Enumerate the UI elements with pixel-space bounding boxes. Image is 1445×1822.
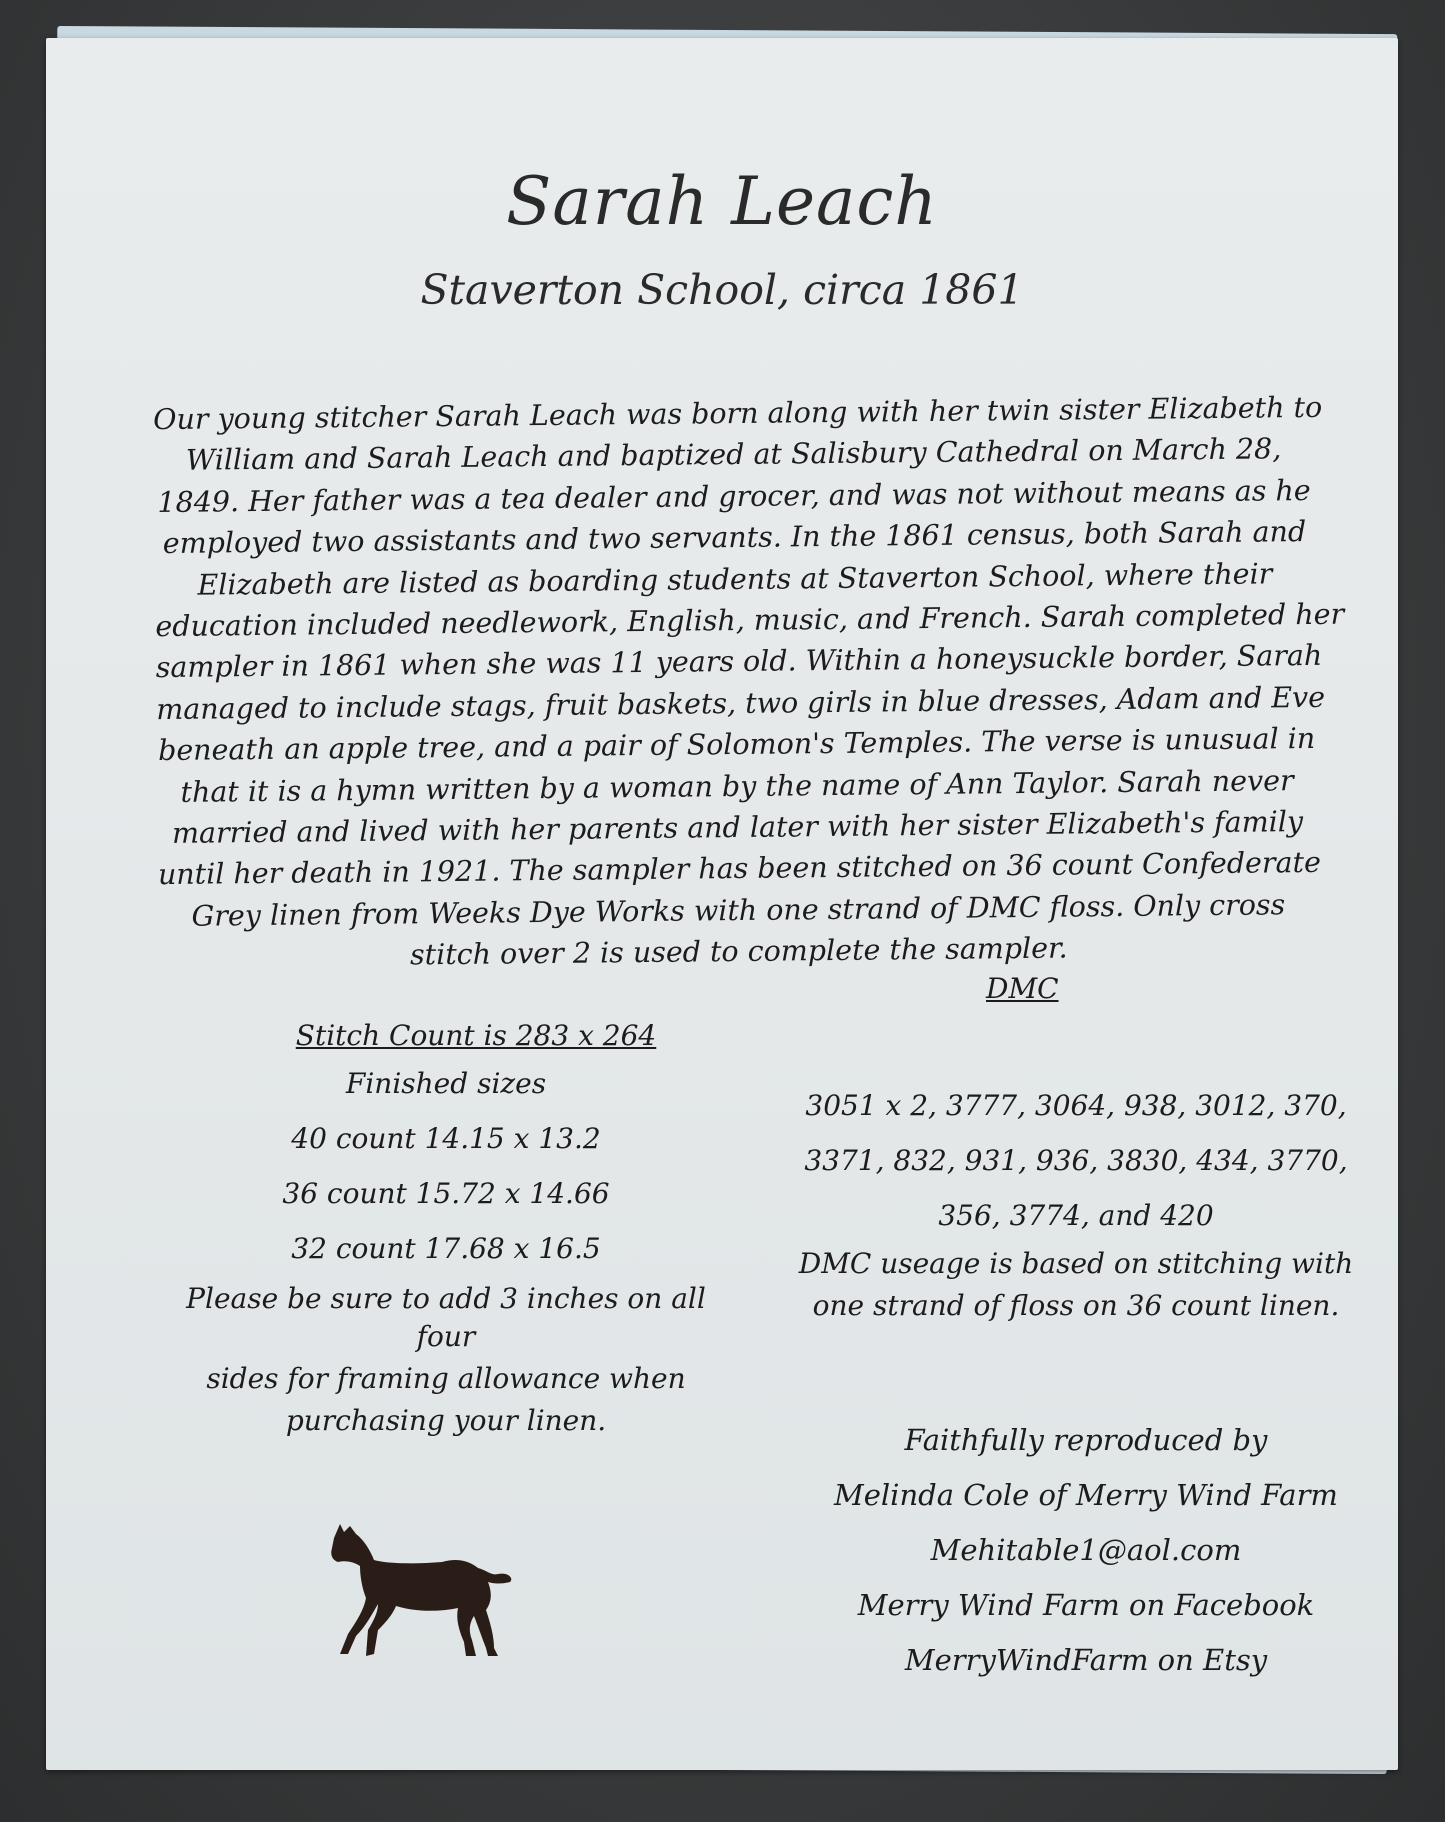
story-line: that it is a hymn written by a woman by the name of Ann Taylor. Sarah never xyxy=(180,763,1294,809)
finished-size: 36 count 15.72 x 14.66 xyxy=(282,1177,610,1210)
contact-email: Mehitable1@aol.com xyxy=(930,1533,1242,1567)
facebook-link: Merry Wind Farm on Facebook xyxy=(857,1588,1315,1622)
dmc-usage-note-line: one strand of floss on 36 count linen. xyxy=(812,1289,1340,1322)
credit-line: Melinda Cole of Merry Wind Farm xyxy=(834,1478,1338,1512)
story-line: until her death in 1921. The sampler has been stitched on 36 count Confederate xyxy=(157,846,1322,892)
story-line: employed two assistants and two servants. In the 1861 census, both Sarah and xyxy=(162,515,1307,561)
dmc-heading: DMC xyxy=(986,972,1059,1005)
story-line: 1849. Her father was a tea dealer and grocer, and was not without means as he xyxy=(157,473,1311,519)
story-line: William and Sarah Leach and baptized at Salisbury Cathedral on March 28, xyxy=(185,432,1282,478)
dmc-colors-line: 3371, 832, 931, 936, 3830, 434, 3770, xyxy=(804,1144,1348,1177)
story-line: beneath an apple tree, and a pair of Solomon's Temples. The verse is unusual in xyxy=(157,722,1316,768)
horse-icon xyxy=(326,1518,516,1663)
dmc-column xyxy=(746,1078,1406,1327)
stitch-count: Stitch Count is 283 x 264 xyxy=(295,1019,657,1052)
story-line: Grey linen from Weeks Dye Works with one strand of DMC floss. Only cross xyxy=(191,888,1286,933)
framing-note-line: sides for framing allowance when xyxy=(206,1362,686,1395)
finished-size: 32 count 17.68 x 16.5 xyxy=(291,1232,601,1265)
finished-sizes-label: Finished sizes xyxy=(345,1067,547,1100)
stitch-info-column xyxy=(156,1016,736,1440)
dmc-colors-line: 3051 x 2, 3777, 3064, 938, 3012, 370, xyxy=(805,1089,1347,1122)
page-title: Sarah Leach xyxy=(506,163,938,240)
page-subtitle: Staverton School, circa 1861 xyxy=(420,266,1024,314)
pattern-cover-sheet xyxy=(46,38,1398,1770)
etsy-link: MerryWindFarm on Etsy xyxy=(904,1643,1268,1677)
story-line: stitch over 2 is used to complete the sampler. xyxy=(409,931,1068,972)
story-line: education included needlework, English, music, and French. Sarah completed her xyxy=(155,597,1345,644)
finished-size: 40 count 14.15 x 13.2 xyxy=(291,1122,601,1155)
history-paragraph xyxy=(153,387,1345,979)
dmc-usage-note-line: DMC useage is based on stitching with xyxy=(798,1247,1354,1280)
framing-note-line: purchasing your linen. xyxy=(285,1404,607,1437)
credit-line: Faithfully reproduced by xyxy=(904,1423,1268,1457)
story-line: Our young stitcher Sarah Leach was born along with her twin sister Elizabeth to xyxy=(153,390,1323,437)
dmc-colors-line: 356, 3774, and 420 xyxy=(938,1199,1214,1232)
story-line: sampler in 1861 when she was 11 years old. Within a honeysuckle border, Sarah xyxy=(155,639,1323,685)
story-line: Elizabeth are listed as boarding students at Staverton School, where their xyxy=(197,557,1273,602)
designer-credits xyxy=(776,1413,1396,1688)
story-line: married and lived with her parents and later with her sister Elizabeth's family xyxy=(171,805,1304,850)
framing-note-line: Please be sure to add 3 inches on all four xyxy=(186,1282,706,1353)
story-line: managed to include stags, fruit baskets, two girls in blue dresses, Adam and Eve xyxy=(156,680,1326,726)
